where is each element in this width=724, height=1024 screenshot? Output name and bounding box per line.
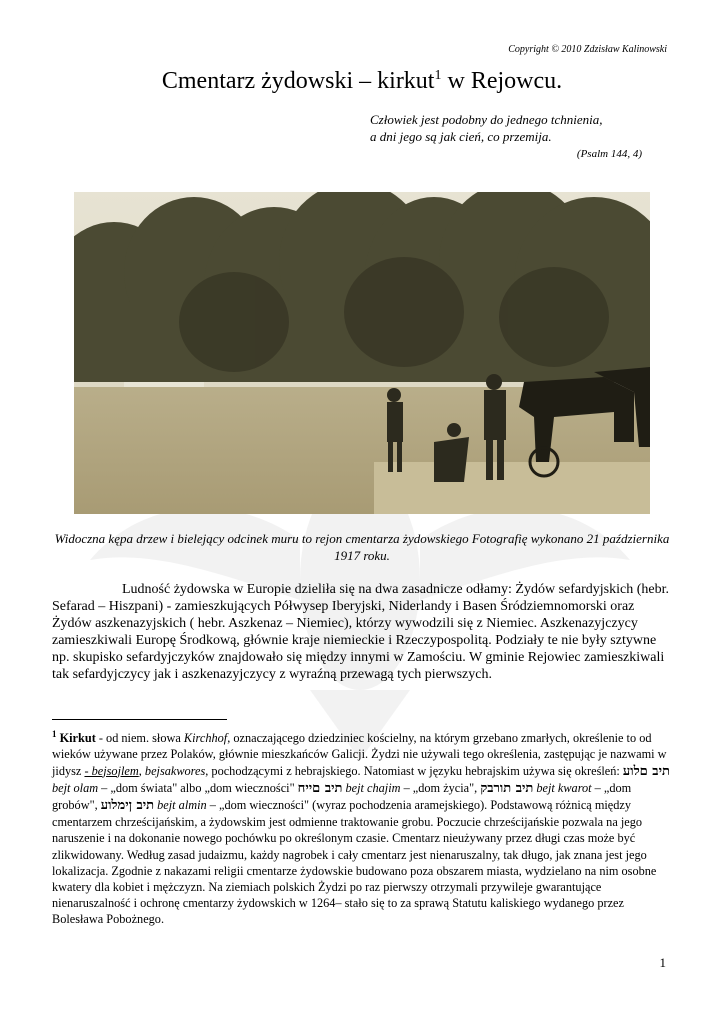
footnote-text: – „dom grobów", <box>52 780 632 812</box>
paragraph-text: Ludność żydowska w Europie dzieliła się na dwa zasadnicze odłamy: Żydów sefardyjskich (hebr. Sefarad – Hiszpani) - zamieszkujących Półwysep Iberyjski, Niderlandy i Basen Śródziemnomorski oraz Żydów aszkenazyjskich ( hebr. Aszkenaz – Niemiec), którzy wywodzili się z Niemiec. Aszkenazyjczycy zamieszkiwali Europę Środkową, głównie kraje niemieckie i Rzeczypospolitą. Podziały te nie były sztywne np. skupisko sefardyjczyków znajdowało się między innymi w Zamościu. W gminie Rejowiec zamieszkiwali tak sefardyjczycy jak i aszkenazyjczycy z wyraźną przewagą tych pierwszych. <box>52 582 669 682</box>
footnote <box>52 726 674 928</box>
footnote-translit: bejt almin <box>154 797 207 812</box>
main-paragraph <box>52 582 672 683</box>
photo-caption: Widoczna kępa drzew i bielejący odcinek muru to rejon cmentarza żydowskiego Fotografię wykonano 21 października 1917 roku. <box>54 531 670 563</box>
page-title <box>0 68 724 95</box>
footnote-text: , oznaczającego dziedziniec kościelny, na którym grzebano zmarłych, określenie to od wieków używane przez Polaków, głównie mieszkańców Galicji. Żydzi nie używali tego określenia, zastępując je nazwami w jidysz <box>52 731 667 778</box>
footnote-text: – „dom życia", <box>400 780 481 795</box>
motto <box>370 111 670 160</box>
footnote-term-bejsojlem: - bejsojlem <box>84 763 139 778</box>
footnote-text: , <box>138 763 145 778</box>
footnote-term: Kirkut <box>59 731 96 746</box>
page-number: 1 <box>659 955 666 970</box>
title-rest: w Rejowcu. <box>441 68 563 94</box>
footnote-divider <box>52 719 227 720</box>
footnote-translit: bejt olam <box>52 780 99 795</box>
footnote-text: – „dom świata" albo „dom wieczności" <box>98 780 298 795</box>
hebrew-term: תיב תורבק <box>480 780 534 796</box>
footnote-number: 1 <box>52 729 57 739</box>
motto-source: (Psalm 144, 4) <box>576 148 642 160</box>
footnote-translit: bejt kwarot <box>533 780 592 795</box>
title-main: Cmentarz żydowski – kirkut <box>161 68 435 94</box>
footnote-text: , pochodzącymi z hebrajskiego. Natomiast w języku hebrajskim używa się określeń: <box>205 763 623 778</box>
historic-photo <box>74 192 650 514</box>
motto-line-1: Człowiek jest podobny do jednego tchnienia, <box>370 112 603 127</box>
footnote-translit: bejt chajim <box>345 780 401 795</box>
hebrew-term: תיב םלוע <box>622 763 670 779</box>
motto-line-2: a dni jego są jak cień, co przemija. <box>370 129 552 144</box>
hebrew-term: תיב ןימלוע <box>100 797 155 813</box>
footnote-text: - od niem. słowa <box>95 731 184 746</box>
footnote-term-bejsakwores: bejsakwores <box>144 763 206 778</box>
footnote-text: – „dom wieczności" (wyraz pochodzenia aramejskiego). Podstawową różnicą między cmentarzem chrześcijańskim, a żydowskim jest odmienne traktowanie grobu. Poczucie chrześcijańskie pozwala na jego naruszenie i na dokonanie nowego pochówku po określonym czasie. Cmentarz nieużywany przez długi czas może być zlikwidowany. Według zasad judaizmu, każdy nagrobek i cały cmentarz jest nienaruszalny, tak długo, jak znana jest jego lokalizacja. Zgodnie z nakazami religii cmentarze żydowskie budowano poza obszarem miasta, wydzielano na nim osobne kwatery dla kobiet i mężczyzn. Na ziemiach polskich Żydzi po raz pierwszy otrzymali przywileje gwarantujące nienaruszalność i ochronę cmentarzy żydowskich w 1264– stało się to za sprawą Statutu kaliskiego wydanego przez Bolesława Pobożnego. <box>52 797 657 927</box>
title-footnote-ref[interactable]: 1 <box>434 68 442 83</box>
hebrew-term: תיב םייח <box>297 780 343 796</box>
copyright-notice: Copyright © 2010 Zdzisław Kalinowski <box>508 44 667 55</box>
footnote-term-kirchhof: Kirchhof <box>183 731 228 746</box>
